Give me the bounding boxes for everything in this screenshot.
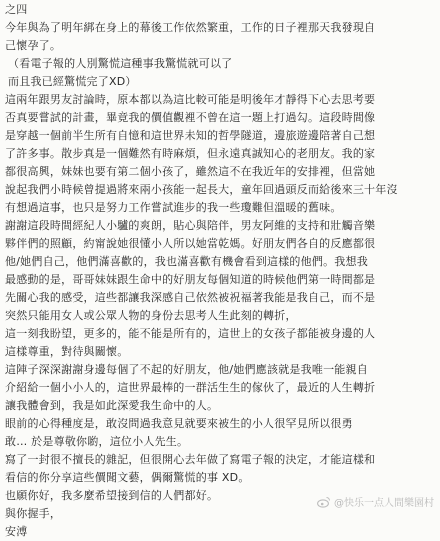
- text-line: 安溥: [5, 525, 28, 538]
- letter-body: [5, 1, 437, 541]
- text-line: 而且我已經驚慌完了XD）: [8, 75, 137, 88]
- text-line: 介紹給一個小小人的，這世界最棒的一群活生生的傢伙了，最近的人生轉折: [5, 381, 376, 394]
- text-line: 這兩年跟男友討論時，原本都以為這比較可能是明後年才靜得下心去思考要: [5, 93, 376, 106]
- text-line: 謝謝這段時間經紀人小驢的爽朗，貼心與陪伴，男友阿維的支持和壯觸音樂: [5, 219, 376, 232]
- text-line: 讓我體會到，我是如此深愛我生命中的人。: [5, 399, 219, 412]
- weibo-icon: [317, 496, 331, 508]
- text-line: 最感動的是，哥哥妹妹跟生命中的好朋友每個知道的時候他們第一時間都是: [5, 273, 376, 286]
- text-line: 看信的你分享這些價聞文藝，偶爾驚慌的事 XD。: [5, 471, 250, 484]
- text-line: 突然只能用女人或公眾人物的身份去思考人生此刻的轉折，: [5, 309, 297, 322]
- text-line: 寫了一封很不擅長的雜記，但很開心去年做了寫電子報的決定，才能這樣和: [5, 453, 376, 466]
- text-line: 今年與為了明年綁在身上的幕後工作依然繁重，工作的日子裡那天我發現自: [5, 21, 376, 34]
- watermark: [317, 494, 434, 509]
- text-line: 有想過這事，也只是努力工作嘗試進步的我一些瓊難但溫暖的舊味。: [5, 201, 342, 214]
- text-line: 否真要嘗試的計畫，畢竟我的價值觀裡不曾在這一題上打過勾。這段時間像: [5, 111, 376, 124]
- text-line: 這陣子深深謝謝身邊每個了不起的好朋友，他/她們應該就是我唯一能親自: [5, 363, 368, 376]
- text-line: 眼前的心得種度是，敢沒問過我意見就要來被生的小人很罕見所以很勇: [5, 417, 353, 430]
- text-line: 也願你好，我多麼希望接到信的人們都好。: [5, 489, 219, 502]
- text-line: 敢… 於是尊敬你喲，這位小人先生。: [5, 435, 189, 448]
- text-line: 了許多事。散步真是一個難然有時麻煩，但永遠真誠知心的老朋友。我的家: [5, 147, 376, 160]
- text-line: 說起我們小時候曾提過將來兩小孩能一起長大，童年回過頭反而給後來三十年沒: [5, 183, 398, 196]
- text-line: 先關心我的感受，這些都讓我深感自己依然被祝福著我能是我自己，而不是: [5, 291, 376, 304]
- text-line: 都很高興，妹妹也要有第二個小孩了，雖然這不在我近年的安排裡，但當她: [5, 165, 376, 178]
- text-line: 與你握手，: [5, 507, 62, 520]
- text-line: 這一刻我盼望，更多的，能不能是所有的，這世上的女孩子都能被身邊的人: [5, 327, 376, 340]
- text-line: 夥伴們的照顧，約甯說她很懂小人所以她當乾媽。好朋友們各自的反應都很: [5, 237, 376, 250]
- text-line: 是穿越一個前半生所有自憶和這世界未知的哲學隧道，邊旅遊邊陪著自己想: [5, 129, 376, 142]
- watermark-text: @快乐一点人間樂園村: [334, 498, 434, 509]
- text-line: 他/她們自己，他們滿喜歡的，我也滿喜歡有機會看到這樣的他們。我想我: [5, 255, 368, 268]
- text-line: 己懷孕了。: [5, 39, 62, 52]
- text-line: 之四: [5, 3, 28, 16]
- text-line: （看電子報的人別驚慌這種事我驚慌就可以了: [8, 57, 233, 70]
- text-line: 這樣尊重，對待與關懷。: [5, 345, 129, 358]
